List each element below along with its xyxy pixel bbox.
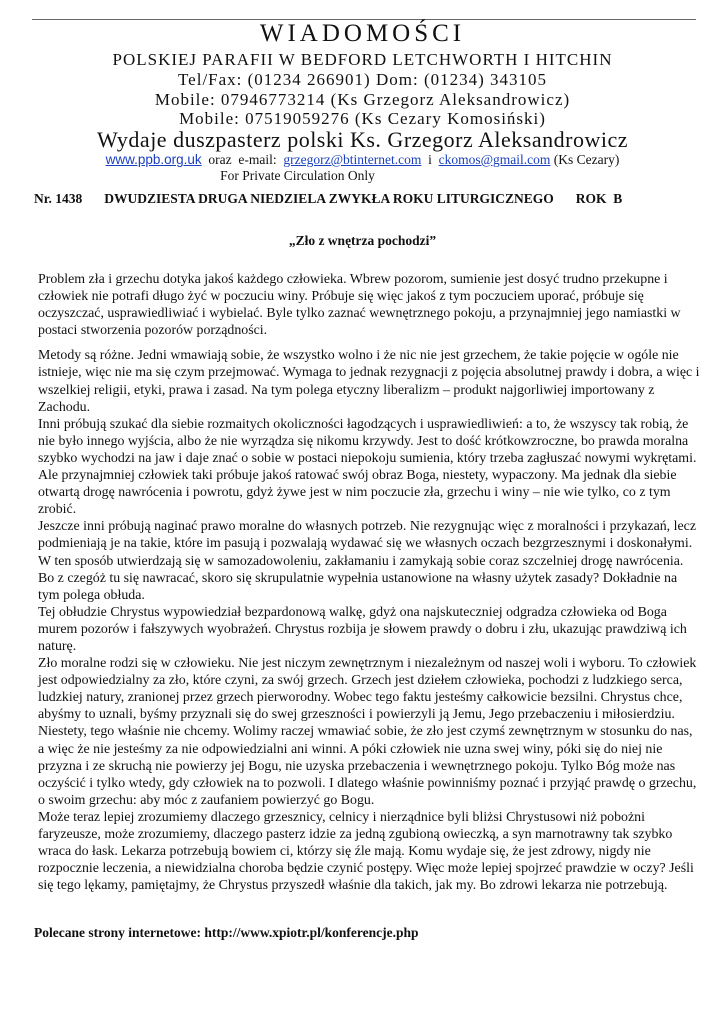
website-link[interactable]: www.ppb.org.uk [105,152,202,167]
contact-line [0,151,725,168]
telfax-line: Tel/Fax: (01234 266901) Dom: (01234) 343105 [177,70,548,89]
email-prefix: oraz e-mail: [201,152,284,167]
email-separator: i [421,152,439,167]
publisher-line: Wydaje duszpasterz polski Ks. Grzegorz Aleksandrowicz [96,127,628,152]
mobile-line-1: Mobile: 07946773214 (Ks Grzegorz Aleksandrowicz) [154,90,571,109]
mobile-line-2: Mobile: 07519059276 (Ks Cezary Komosiński) [179,109,546,128]
paragraph-4: Jeszcze inni próbują naginać prawo moralne do własnych potrzeb. Nie rezygnując więc z moralności i przykazań, lecz podmieniają je na takie, które im pasują i pozwalają wydawać się we własnych oczach bezgrzesznymi i doskonałymi. W ten sposób utwierdzają się w samozadowoleniu, zakłamaniu i zamykają sobie coraz szczelniej drogę nawrócenia. Bo z czegóż tu się nawracać, skoro się skrupulatnie wypełnia ustanowione na własny użytek zasady? Dokładnie na tym polega obłuda. [38,519,696,603]
paragraph-2: Metody są różne. Jedni wmawiają sobie, że wszystko wolno i że nic nie jest grzechem, że takie pojęcie w ogóle nie istnieje, więc nie ma się czym przejmować. Wymaga to jednak rezygnacji z pojęcia absolutnej prawdy i dobra, a więc i wszelkiej religii, etyki, prawa i zasad. Na tym polega etyczny liberalizm – produkt najgorliwiej importowany z Zachodu. [38,348,700,415]
paragraph-1: Problem zła i grzechu dotyka jakoś każdego człowieka. Wbrew pozorom, sumienie jest dosyć trudno przekupne i człowiek nie potrafi długo żyć w poczuciu winy. Próbuje się więc jakoś z tym poczuciem uporać, próbuje się oczyszczać, usprawiedliwiać i wybielać. Byle tylko zaznać wewnętrznego pokoju, a przynajmniej jego namiastki w postaci stworzenia pozorów porządności. [38,272,681,339]
circulation-note: For Private Circulation Only [220,168,375,183]
paragraph-7: Niestety, tego właśnie nie chcemy. Wolimy raczej wmawiać sobie, że zło jest czymś zewnętrznym w stosunku do nas, a więc że nie jesteśmy za nie odpowiedzialni ani winni. A póki człowiek nie uzna swej winy, póki się do niej nie przyzna i ze skruchą nie powierzy jej Bogu, nie uzyska przebaczenia i wewnętrznego pokoju. Tylko Bóg może nas oczyścić i tylko wtedy, gdy człowiek na to pozwoli. I dlatego właśnie powinniśmy poznać i przyjąć prawdę o grzechu, o swoim grzechu: aby móc z zaufaniem powierzyć go Bogu. [38,724,697,808]
newsletter-title: WIADOMOŚCI [259,20,466,47]
paragraph-3: Inni próbują szukać dla siebie rozmaitych okoliczności łagodzących i usprawiedliwień: a to, że wszyscy tak robią, że nie było innego wyjścia, albo że nie wyrządza się nikomu krzywdy. Jest to dość krótkowzroczne, bo prawda moralna szybko wychodzi na jaw i daje znać o sobie w postaci niepokoju sumienia, który trzeba zagłuszać nowymi wykrętami. Ale przynajmniej człowiek taki próbuje jakoś ratować swój obraz Boga, niestety, wypaczony. Ma jednak dla siebie otwartą drogę nawrócenia i powrotu, gdyż żywe jest w nim poczucie zła, grzechu i winy – nie wie tylko, co z tym zrobić. [38,416,697,518]
paragraph-6: Zło moralne rodzi się w człowieku. Nie jest niczym zewnętrznym i niezależnym od naszej woli i wyboru. To człowiek jest odpowiedzialny za zło, które czyni, za swój grzech. Grzech jest dziełem człowieka, pochodzi z ludzkiego serca, ludzkiej natury, zranionej przez grzech pierworodny. Wobec tego faktu jesteśmy całkowicie bezsilni. Chrystus chce, abyśmy to uznali, byśmy przyznali się do swej grzeszności i powierzyli ją Jemu, Jego przebaczeniu i miłosierdziu. [38,656,697,723]
issue-number: Nr. 1438 [34,191,83,206]
recommended-websites: Polecane strony internetowe: http://www.xpiotr.pl/konferencje.php [34,925,419,940]
email-suffix: (Ks Cezary) [550,152,620,167]
paragraph-5: Tej obłudzie Chrystus wypowiedział bezpardonową walkę, gdyż ona najskuteczniej odgradza człowieka od Boga murem pozorów i fałszywych wyobrażeń. Chrystus rozbija je słowem prawdy o dobru i złu, ukazując prawdziwą ich naturę. [38,604,687,654]
article-body [38,271,700,894]
article-title: „Zło z wnętrza pochodzi” [288,233,437,248]
liturgical-sunday: DWUDZIESTA DRUGA NIEDZIELA ZWYKŁA ROKU LITURGICZNEGO [104,191,554,206]
paragraph-8: Może teraz lepiej zrozumiemy dlaczego grzesznicy, celnicy i nierządnice byli bliżsi Chrystusowi niż pobożni faryzeusze, może zrozumiemy, dlaczego pasterz idzie za jedną zgubioną owieczką, a syn marnotrawny tak szybko wraca do łask. Lekarza potrzebują bowiem ci, którzy się źle mają. Komu wydaje się, że jest zdrowy, nigdy nie rozpocznie leczenia, a niewidzialna choroba będzie czynić postępy. Więc może lepiej spojrzeć prawdzie w oczy? Jeśli się tego lękamy, pamiętajmy, że Chrystus przyszedł właśnie dla takich, jak my. Bo zdrowi lekarza nie potrzebują. [38,809,694,894]
issue-line [34,191,622,207]
email-link-1[interactable]: grzegorz@btinternet.com [283,152,422,167]
email-link-2[interactable]: ckomos@gmail.com [438,152,551,167]
liturgical-year: ROK B [575,191,623,206]
parish-name: POLSKIEJ PARAFII W BEDFORD LETCHWORTH I HITCHIN [112,50,613,69]
